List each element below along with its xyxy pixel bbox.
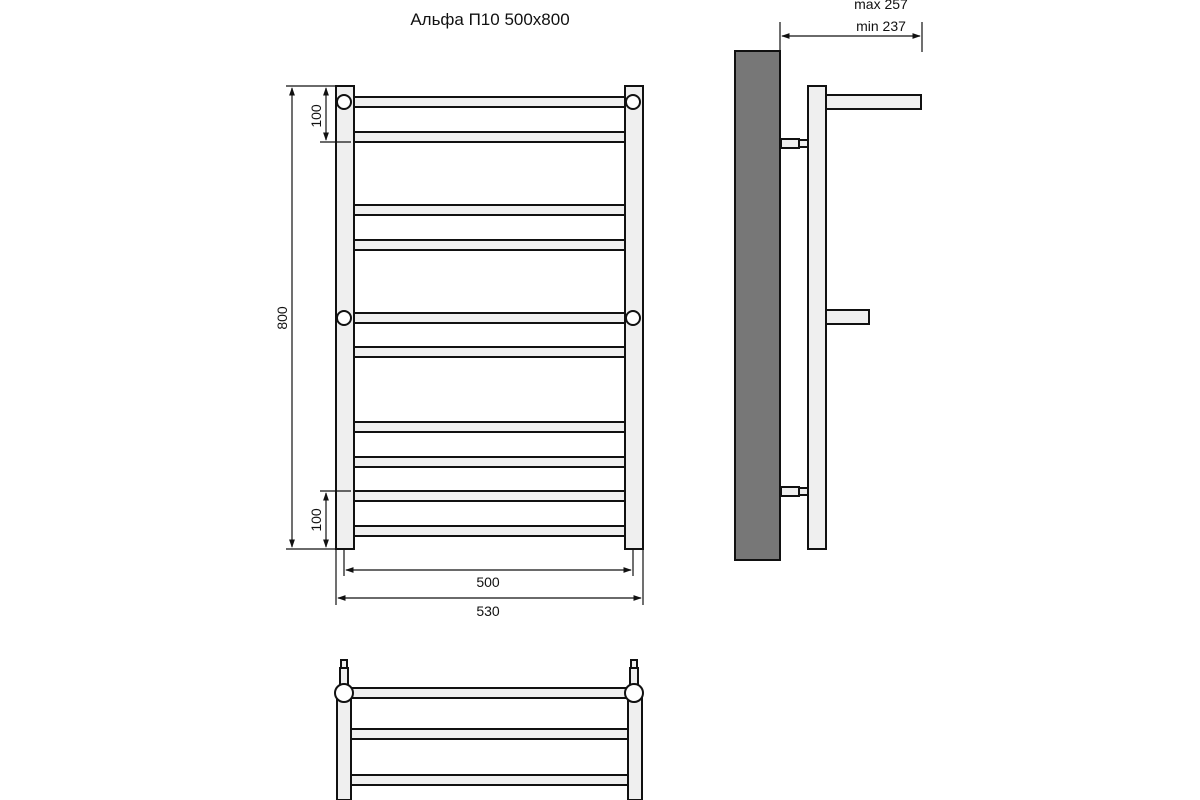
dimension-depth [780,0,922,52]
rung-9 [351,491,627,501]
front-rungs [351,97,627,536]
rung-8 [351,457,627,467]
dimension-height [274,86,336,549]
depth-min-label: min 237 [856,18,906,34]
joint-mid-left [337,311,351,325]
depth-max-label: max 257 [854,0,908,12]
top-view-rung-2 [351,729,629,739]
side-post [808,86,826,549]
inner-width-label: 500 [476,574,500,590]
drawing-title: Альфа П10 500х800 [410,10,570,29]
rung-5 [351,313,627,323]
top-view [335,660,643,800]
rung-7 [351,422,627,432]
top-view-left-post [337,694,351,800]
top-view-joint-right [625,684,643,702]
rung-3 [351,205,627,215]
joint-top-left [337,95,351,109]
top-view-right-tip [631,660,637,668]
joint-top-right [626,95,640,109]
top-view-left-tip [341,660,347,668]
front-view [336,86,643,549]
bracket-bottom [781,487,799,496]
top-view-joint-left [335,684,353,702]
side-view [735,51,921,560]
dimension-inner-width [344,549,633,590]
rung-2 [351,132,627,142]
top-view-rung-3 [351,775,629,785]
bracket-top [781,139,799,148]
height-label: 800 [274,306,290,330]
rung-1 [351,97,627,107]
rung-6 [351,347,627,357]
top-view-right-post [628,694,642,800]
bracket-bottom-collar [799,488,808,495]
outer-width-label: 530 [476,603,500,619]
shelf-arm-top [826,95,921,109]
bottom-gap-label: 100 [308,508,324,532]
shelf-arm-middle [826,310,869,324]
rung-10 [351,526,627,536]
wall [735,51,780,560]
rung-4 [351,240,627,250]
top-view-rung-1 [351,688,629,698]
bracket-top-collar [799,140,808,147]
joint-mid-right [626,311,640,325]
top-gap-label: 100 [308,104,324,128]
